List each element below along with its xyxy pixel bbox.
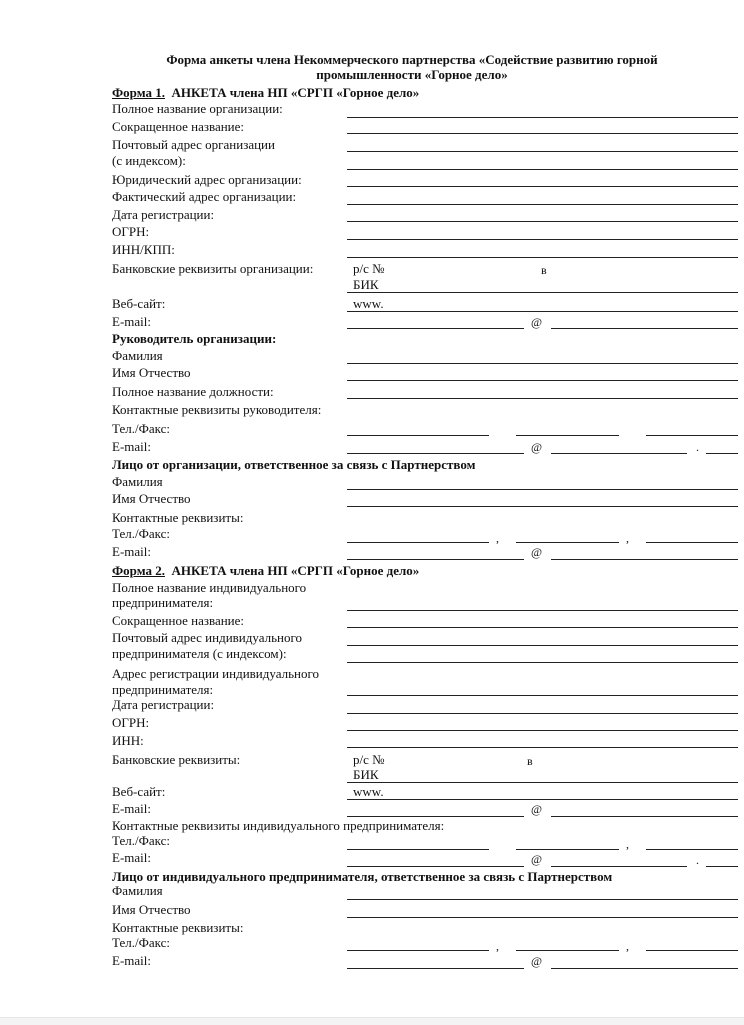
form2-short-name-line[interactable] [347, 627, 738, 628]
form2-reg-address-label-2: предпринимателя: [112, 682, 214, 697]
form1-contact-tel-line-1[interactable] [347, 542, 489, 543]
form2-reg-date-line[interactable] [347, 713, 738, 714]
form1-head-name-label: Имя Отчество [112, 365, 191, 380]
form1-ogrn-line[interactable] [347, 239, 738, 240]
form1-contact-email-at-sign: @ [531, 545, 543, 559]
form2-ogrn-label: ОГРН: [112, 715, 150, 730]
form2-ip-email-label: E-mail: [112, 850, 151, 865]
form1-contact-tel-label: Тел./Факс: [112, 526, 170, 541]
form2-ip-email-at-sign: @ [531, 852, 543, 866]
form1-postal-address-line-1[interactable] [347, 151, 738, 152]
form2-number: Форма 2. [112, 563, 165, 578]
form1-contact-surname-line[interactable] [347, 489, 738, 490]
form2-full-name-label: Полное название индивидуального [112, 580, 307, 595]
form2-postal-line-2[interactable] [347, 662, 738, 663]
form1-postal-address-label-2: (с индексом): [112, 153, 186, 168]
form2-email-at-sign: @ [531, 802, 543, 816]
form1-bank-line[interactable] [347, 292, 738, 293]
form1-contact-email-label: E-mail: [112, 544, 151, 559]
form2-account-label: р/с № [353, 752, 385, 767]
form1-email-user-line[interactable] [347, 328, 524, 329]
form2-reg-address-label: Адрес регистрации индивидуального [112, 666, 319, 681]
form1-head-email-domain-line[interactable] [551, 453, 687, 454]
form2-contact-surname-label: Фамилия [112, 883, 163, 898]
form1-full-name-label: Полное название организации: [112, 101, 283, 116]
form1-account-label: р/с № [353, 261, 385, 276]
form2-ip-email-user-line[interactable] [347, 866, 524, 867]
form1-postal-address-label: Почтовый адрес организации [112, 137, 275, 152]
form2-contact-tel-line-1[interactable] [347, 950, 489, 951]
form2-full-name-label-2: предпринимателя: [112, 595, 214, 610]
form1-website-label: Веб-сайт: [112, 296, 166, 311]
form1-contact-surname-label: Фамилия [112, 474, 163, 489]
form2-contact-section-title: Лицо от индивидуального предпринимателя, ответственное за связь с Партнерством [112, 869, 613, 884]
form2-bank-details-label: Банковские реквизиты: [112, 752, 241, 767]
form-title-line-1: Форма анкеты члена Некоммерческого партнерства «Содействие развитию горной [166, 52, 658, 67]
form1-website-line[interactable] [347, 311, 738, 312]
form1-reg-date-line[interactable] [347, 221, 738, 222]
form2-ip-email-dot: . [696, 853, 699, 867]
form2-contact-email-user-line[interactable] [347, 968, 524, 969]
form1-email-at-sign: @ [531, 315, 543, 329]
form1-email-domain-line[interactable] [551, 328, 738, 329]
form1-legal-address-label: Юридический адрес организации: [112, 172, 302, 187]
form2-contact-surname-line[interactable] [347, 899, 738, 900]
form1-head-name-line[interactable] [347, 380, 738, 381]
form2-bank-in-label: в [527, 754, 533, 768]
form1-www-label: www. [353, 296, 384, 311]
form2-email-label: E-mail: [112, 801, 151, 816]
form1-head-position-label: Полное название должности: [112, 384, 274, 399]
form2-website-label: Веб-сайт: [112, 784, 166, 799]
form1-contact-email-user-line[interactable] [347, 559, 524, 560]
form2-ip-tel-line-1[interactable] [347, 849, 489, 850]
form1-contact-details-label: Контактные реквизиты: [112, 510, 244, 525]
form2-contact-tel-line-2[interactable] [516, 950, 619, 951]
form1-contact-tel-comma-2: , [626, 531, 629, 545]
form1-head-tel-line-1[interactable] [347, 435, 489, 436]
form1-head-surname-line[interactable] [347, 363, 738, 364]
form1-inn-kpp-label: ИНН/КПП: [112, 242, 175, 257]
form2-ip-email-zone-line[interactable] [706, 866, 738, 867]
form2-contact-details-label: Контактные реквизиты: [112, 920, 244, 935]
form1-head-position-line[interactable] [347, 398, 738, 399]
form2-reg-date-label: Дата регистрации: [112, 697, 215, 712]
form2-postal-label-2: предпринимателя (с индексом): [112, 646, 287, 661]
form2-postal-line-1[interactable] [347, 645, 738, 646]
form2-email-domain-line[interactable] [551, 816, 738, 817]
form2-contact-name-label: Имя Отчество [112, 902, 191, 917]
form2-website-line[interactable] [347, 799, 738, 800]
form1-contact-section-title: Лицо от организации, ответственное за связь с Партнерством [112, 457, 476, 472]
form1-reg-date-label: Дата регистрации: [112, 207, 215, 222]
form2-ogrn-line[interactable] [347, 730, 738, 731]
form1-head-email-zone-line[interactable] [706, 453, 738, 454]
form1-head-contacts-label: Контактные реквизиты руководителя: [112, 402, 322, 417]
form2-inn-label: ИНН: [112, 733, 144, 748]
form1-head-surname-label: Фамилия [112, 348, 163, 363]
form1-head-email-at-sign: @ [531, 440, 543, 454]
form2-heading: АНКЕТА члена НП «СРГП «Горное дело» [171, 563, 420, 578]
form2-contact-email-domain-line[interactable] [551, 968, 738, 969]
form2-ip-tel-line-2[interactable] [516, 849, 619, 850]
form2-contact-tel-label: Тел./Факс: [112, 935, 170, 950]
form2-contact-name-line[interactable] [347, 917, 738, 918]
form1-header [112, 85, 419, 100]
form1-contact-tel-line-3[interactable] [646, 542, 738, 543]
form1-email-label: E-mail: [112, 314, 151, 329]
form1-full-name-line[interactable] [347, 117, 738, 118]
form1-bank-details-label: Банковские реквизиты организации: [112, 261, 314, 276]
form1-head-email-dot: . [696, 440, 699, 454]
form2-bik-label: БИК [353, 767, 379, 782]
form1-actual-address-line[interactable] [347, 204, 738, 205]
form1-head-email-label: E-mail: [112, 439, 151, 454]
form1-short-name-line[interactable] [347, 133, 738, 134]
form2-contact-tel-comma-2: , [626, 939, 629, 953]
form2-postal-label: Почтовый адрес индивидуального [112, 630, 302, 645]
form1-bank-in-label: в [541, 263, 547, 277]
form2-short-name-label: Сокращенное название: [112, 613, 245, 628]
form2-www-label: www. [353, 784, 384, 799]
form1-head-tel-line-2[interactable] [516, 435, 619, 436]
form1-ogrn-label: ОГРН: [112, 224, 150, 239]
form2-ip-tel-label: Тел./Факс: [112, 833, 170, 848]
form1-head-email-user-line[interactable] [347, 453, 524, 454]
form2-contact-tel-line-3[interactable] [646, 950, 738, 951]
form2-inn-line[interactable] [347, 747, 738, 748]
form1-contact-tel-line-2[interactable] [516, 542, 619, 543]
form1-postal-address-line-2[interactable] [347, 169, 738, 170]
form2-full-name-line[interactable] [347, 610, 738, 611]
form1-contact-email-domain-line[interactable] [551, 559, 738, 560]
form1-contact-name-line[interactable] [347, 506, 738, 507]
form1-short-name-label: Сокращенное название: [112, 119, 245, 134]
form1-head-section-title: Руководитель организации: [112, 331, 277, 346]
form1-heading: АНКЕТА члена НП «СРГП «Горное дело» [171, 85, 420, 100]
form1-head-tel-label: Тел./Факс: [112, 421, 170, 436]
form2-email-user-line[interactable] [347, 816, 524, 817]
form2-header [112, 563, 419, 578]
form-title-line-2: промышленности «Горное дело» [316, 67, 508, 82]
form2-bank-line[interactable] [347, 782, 738, 783]
form1-inn-kpp-line[interactable] [347, 257, 738, 258]
form2-ip-email-domain-line[interactable] [551, 866, 687, 867]
form2-contact-email-label: E-mail: [112, 953, 151, 968]
form2-reg-address-line[interactable] [347, 695, 738, 696]
form2-ip-tel-line-3[interactable] [646, 849, 738, 850]
form2-contact-tel-comma-1: , [496, 939, 499, 953]
form1-contact-tel-comma-1: , [496, 531, 499, 545]
form1-actual-address-label: Фактический адрес организации: [112, 189, 297, 204]
form1-number: Форма 1. [112, 85, 165, 100]
form2-ip-tel-comma: , [626, 837, 629, 851]
form1-bik-label: БИК [353, 277, 379, 292]
form1-contact-name-label: Имя Отчество [112, 491, 191, 506]
form1-head-tel-line-3[interactable] [646, 435, 738, 436]
form2-contact-email-at-sign: @ [531, 954, 543, 968]
form1-legal-address-line[interactable] [347, 186, 738, 187]
form2-ip-contacts-label: Контактные реквизиты индивидуального предпринимателя: [112, 818, 445, 833]
